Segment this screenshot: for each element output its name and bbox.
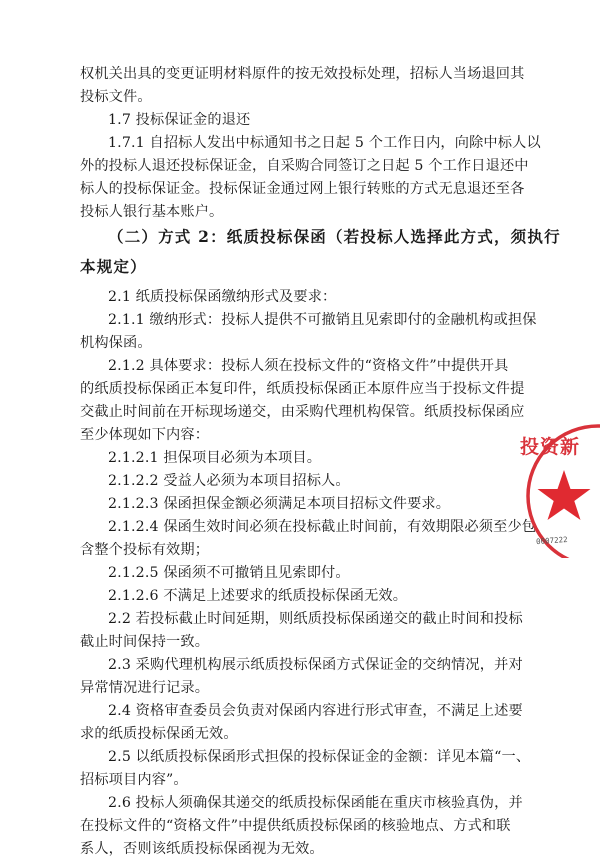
text-line: 2.3 采购代理机构展示纸质投标保函方式保证金的交纳情况，并对 [108, 657, 523, 673]
list-item: 2.1.2.4 保函生效时间必须在投标截止时间前，有效期限必须至少包 [108, 519, 537, 535]
text-line: 2.2 若投标截止时间延期，则纸质投标保函递交的截止时间和投标 [108, 611, 523, 627]
section-heading-2-1: 2.1 纸质投标保函缴纳形式及要求： [108, 289, 337, 305]
seal-code: 0007222 [535, 534, 568, 547]
text-line: 的纸质投标保函正本复印件，纸质投标保函正本原件应当于投标文件提 [80, 381, 525, 397]
text-line: 至少体现如下内容： [80, 427, 210, 443]
text-line: 2.1.2 具体要求：投标人须在投标文件的“资格文件”中提供开具 [108, 358, 509, 374]
text-line: 机构保函。 [80, 335, 152, 351]
text-line: 标人的投标保证金。投标保证金通过网上银行转账的方式无息退还至各 [80, 181, 525, 197]
text-line: 投标人银行基本账户。 [80, 204, 224, 220]
seal-text: 投资新 [520, 436, 581, 458]
list-item: 2.1.2.6 不满足上述要求的纸质投标保函无效。 [108, 588, 408, 604]
text-line: 交截止时间前在开标现场递交，由采购代理机构保管。纸质投标保函应 [80, 404, 525, 420]
star-icon [538, 470, 591, 520]
text-line: 2.5 以纸质投标保函形式担保的投标保证金的金额：详见本篇“一、 [108, 749, 531, 765]
text-line: 异常情况进行记录。 [80, 680, 210, 696]
text-line: 1.7.1 自招标人发出中标通知书之日起 5 个工作日内，向除中标人以 [108, 135, 541, 151]
text-line: 2.1.1 缴纳形式：投标人提供不可撤销且见索即付的金融机构或担保 [108, 312, 537, 328]
text-line: 2.6 投标人须确保其递交的纸质投标保函能在重庆市核验真伪，并 [108, 795, 523, 811]
method-2-heading: （二）方式 2：纸质投标保函（若投标人选择此方式，须执行 [108, 227, 561, 246]
method-2-heading-cont: 本规定） [80, 257, 147, 276]
text-line: 招标项目内容”。 [80, 772, 188, 788]
text-line: 外的投标人退还投标保证金，自采购合同签订之日起 5 个工作日退还中 [80, 158, 529, 174]
list-item: 2.1.2.1 担保项目必须为本项目。 [108, 450, 322, 466]
text-line: 系人，否则该纸质投标保函视为无效。 [80, 841, 324, 857]
list-item: 2.1.2.2 受益人必须为本项目招标人。 [108, 473, 350, 489]
text-line: 2.4 资格审查委员会负责对保函内容进行形式审查，不满足上述要 [108, 703, 523, 719]
text-line: 截止时间保持一致。 [80, 634, 210, 650]
text-line: 权机关出具的变更证明材料原件的按无效投标处理，招标人当场退回其 [80, 66, 525, 82]
official-seal [506, 418, 600, 558]
text-line: 含整个投标有效期； [80, 542, 210, 558]
list-item: 2.1.2.3 保函担保金额必须满足本项目招标文件要求。 [108, 496, 451, 512]
text-line: 求的纸质投标保函无效。 [80, 726, 238, 742]
text-line: 投标文件。 [80, 89, 152, 105]
text-line: 在投标文件的“资格文件”中提供纸质投标保函的核验地点、方式和联 [80, 818, 511, 834]
section-heading-1-7: 1.7 投标保证金的退还 [108, 112, 251, 128]
list-item: 2.1.2.5 保函须不可撤销且见索即付。 [108, 565, 350, 581]
